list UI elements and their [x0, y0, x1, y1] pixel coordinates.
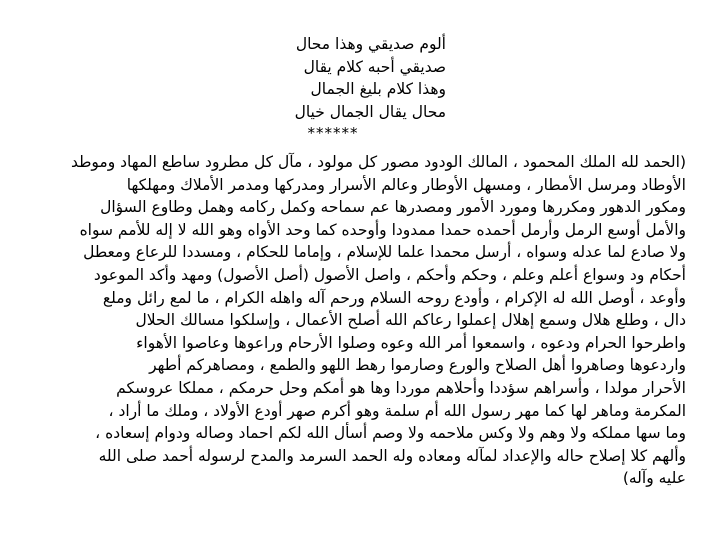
prose-line: (الحمد لله الملك المحمود ، المالك الودود مصور كل مولود ، مآل كل مطرود ساطع المهاد وموطد — [70, 153, 686, 171]
prose-line: المكرمة وماهر لها كما مهر رسول الله أم سلمة وهو أكرم صهر أودع الأولاد ، وملك ما أراد ، — [108, 401, 686, 420]
prose-line: والأمل أوسع الرمل وأرمل أحمده حمدا ممدودا وأوحده كما وحد الأواه وهو الله لا إله للأمم سواه — [79, 220, 686, 239]
poem-block — [270, 33, 446, 145]
prose-line: وما سها مملكه ولا وهم ولا وكس ملاحمه ولا وصم أسأل الله لكم احماد وصاله ودوام إسعاده ، — [95, 424, 686, 443]
prose-line: الأوطاد ومرسل الأمطار ، ومسهل الأوطار وعالم الأسرار ومدركها ومدمر الأملاك ومهلكها — [126, 175, 686, 194]
poem-verse: صديقي أحبه كلام يقال — [303, 57, 446, 76]
poem-verse: ألوم صديقي وهذا محال — [295, 35, 446, 53]
section-separator: ****** — [307, 124, 359, 142]
prose-line: عليه وآله) — [622, 469, 686, 488]
prose-line: أحكام ود وسواع أعلم وعلم ، وحكم وأحكم ، واصل الأصول (أصل الأصول) ومهد وأكد الموعود — [93, 265, 686, 284]
prose-line: واردعوها وصاهروا أهل الصلاح والورع وصارموا رهط اللهو والطمع ، ومصاهركم أطهر — [149, 356, 686, 375]
prose-line: وأوعد ، أوصل الله له الإكرام ، وأودع روحه السلام ورحم آله واهله الكرام ، ما لمع رائل وملع — [102, 288, 686, 307]
prose-block — [10, 151, 686, 490]
prose-line: ومكور الدهور ومكررها ومورد الأمور ومصدرها عم سماحه وكمل ركامه وهمل وطاوع السؤال — [100, 198, 686, 217]
prose-line: واطرحوا الحرام ودعوه ، واسمعوا أمر الله وعوه وصلوا الأرحام وراعوها وعاصوا الأهواء — [136, 333, 686, 352]
prose-line: ولا صادع لما عدله وسواه ، أرسل محمدا علما للإسلام ، وإماما للحكام ، ومسددا للرعاع ومعطل — [83, 243, 686, 262]
prose-line: دال ، وطلع هلال وسمع إهلال إعملوا رعاكم الله أصلح الأعمال ، وإسلكوا مسالك الحلال — [135, 311, 686, 330]
prose-line: وألهم كلا إصلاح حاله والإعداد لمآله ومعاده وله الحمد السرمد والمدح لرسوله أحمد صلى الله — [98, 446, 686, 465]
poem-verse: وهذا كلام بليغ الجمال — [310, 80, 446, 98]
prose-line: الأحرار مولدا ، وأسراهم سؤددا وأحلاهم موردا وها هو أمكم وحل حرمكم ، مملكا عروسكم — [116, 378, 686, 397]
poem-verse: محال يقال الجمال خيال — [294, 102, 446, 121]
